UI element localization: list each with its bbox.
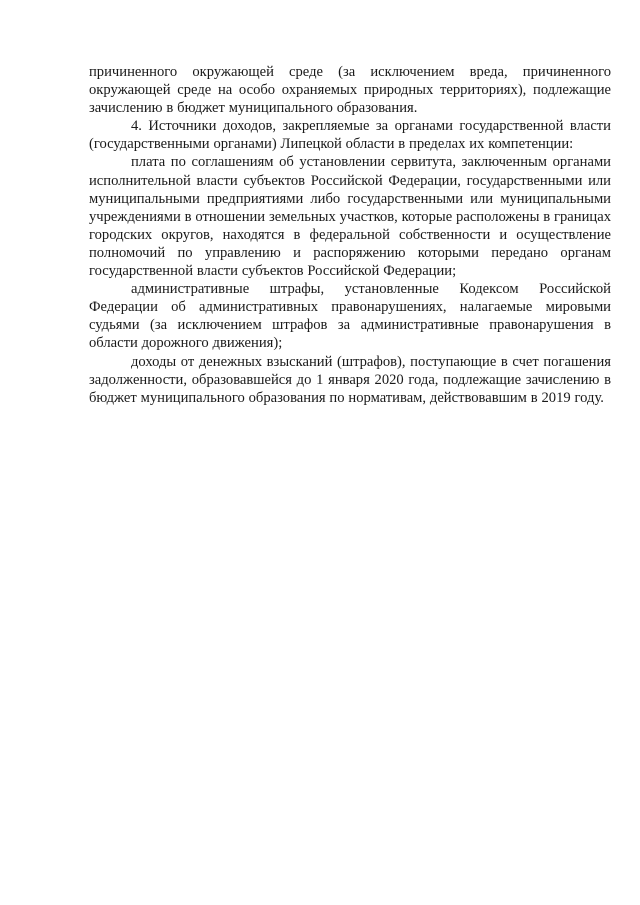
- paragraph-easement-fee: плата по соглашениям об установлении сервитута, заключенным органами исполнительной власти субъектов Российской Федерации, государственными или муниципальными предприятиями либо государственными или муниципальными учреждениями в отношении земельных участков, которые расположены в границах городских округов, находятся в федеральной собственности и осуществление полномочий по управлению и распоряжению которыми передано органам государственной власти субъектов Российской Федерации;: [89, 154, 611, 280]
- paragraph-administrative-fines: административные штрафы, установленные Кодексом Российской Федерации об административных правонарушениях, налагаемые мировыми судьями (за исключением штрафов за административные правонарушения в области дорожного движения);: [89, 281, 611, 352]
- document-body: [89, 63, 611, 407]
- paragraph-item-4-heading: 4. Источники доходов, закрепляемые за органами государственной власти (государственными органами) Липецкой области в пределах их компетенции:: [89, 118, 611, 153]
- paragraph-monetary-penalties: доходы от денежных взысканий (штрафов), поступающие в счет погашения задолженности, образовавшейся до 1 января 2020 года, подлежащие зачислению в бюджет муниципального образования по нормативам, действовавшим в 2019 году.: [89, 353, 611, 406]
- paragraph-continuation: причиненного окружающей среде (за исключением вреда, причиненного окружающей среде на особо охраняемых природных территориях), подлежащие зачислению в бюджет муниципального образования.: [89, 64, 611, 117]
